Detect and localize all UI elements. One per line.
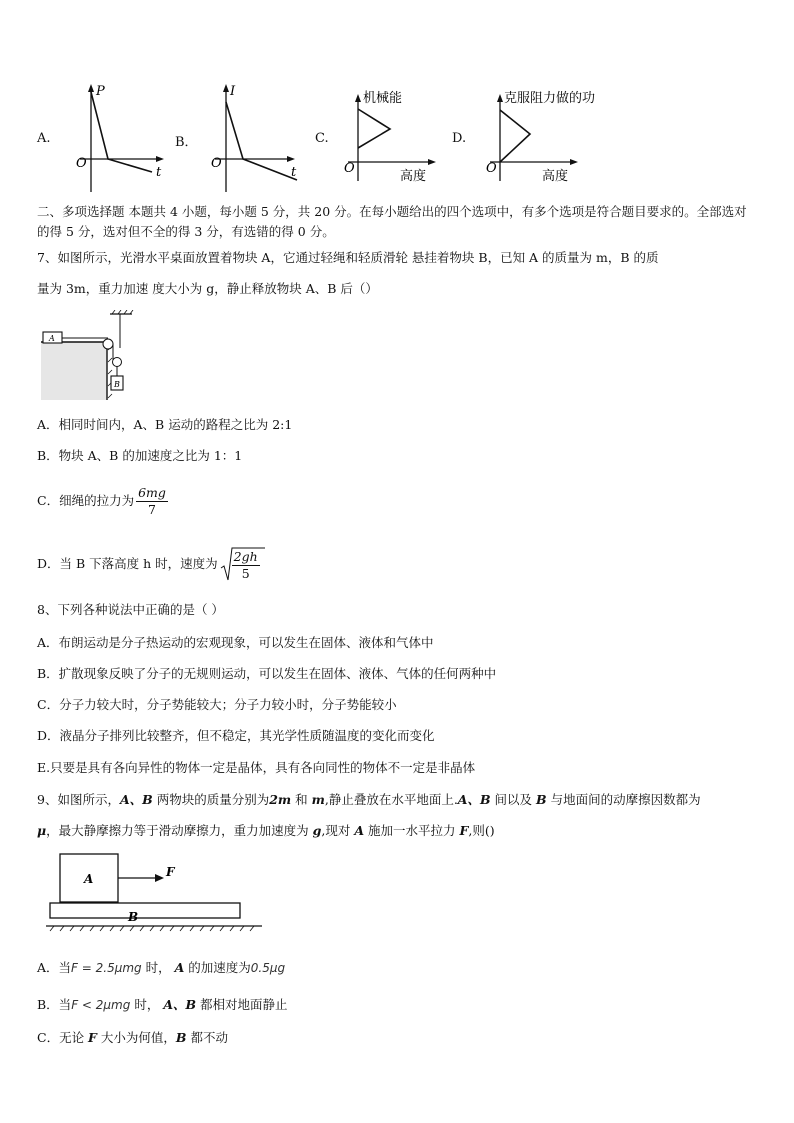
graph-b-xlabel: t [291, 165, 297, 180]
section-heading: 二、多项选择题 本题共 4 小题，每小题 5 分，共 20 分。在每小题给出的四个选项中，有多个选项是符合题目要求的。全部选对的得 5 分，选对但不全的得 3 分，有选错的得 0 分。 [37, 204, 747, 239]
ground-hatching [50, 926, 254, 931]
graph-c [338, 86, 448, 186]
q9-blocks-figure [44, 850, 264, 932]
q9-option-b: B．当F < 2μmg 时， A、B 都相对地面静止 [37, 997, 288, 1012]
q7-stem-line2: 量为 3m，重力加速 度大小为 g，静止释放物块 A、B 后（） [37, 281, 378, 296]
graph-c-xlabel: 高度 [400, 169, 427, 184]
graph-d-ylabel: 克服阻力做的功 [504, 91, 596, 106]
q9-block-b-label: B [128, 910, 139, 924]
q8-option-b: B．扩散现象反映了分子的无规则运动，可以发生在固体、液体、气体的任何两种中 [37, 666, 497, 681]
q8-option-a: A．布朗运动是分子热运动的宏观现象，可以发生在固体、液体和气体中 [37, 635, 434, 650]
graph-b-ylabel: I [230, 84, 236, 99]
graph-d [480, 86, 640, 186]
option-d-label: D. [452, 131, 467, 146]
graph-d-origin: O [486, 161, 497, 176]
q9-force-label: F [166, 865, 175, 879]
graph-d-xlabel: 高度 [542, 169, 569, 184]
graph-b-origin: O [211, 156, 222, 171]
q7-option-c-text: C．细绳的拉力为 [37, 493, 135, 508]
option-c-label: C. [315, 131, 329, 146]
q7-option-b: B．物块 A、B 的加速度之比为 1：1 [37, 448, 243, 463]
q7-option-d [37, 545, 260, 584]
option-a-label: A. [37, 131, 51, 146]
q7-option-c-fraction: $\frac{6mg}{7}$ [138, 485, 166, 517]
graph-b [205, 82, 305, 197]
q8-option-d: D．液晶分子排列比较整齐，但不稳定，其光学性质随温度的变化而变化 [37, 728, 435, 743]
graph-a-origin: O [76, 156, 87, 171]
q8-option-e: E.只要是具有各向异性的物体一定是晶体，具有各向同性的物体不一定是非晶体 [37, 760, 476, 775]
q7-option-c [37, 484, 168, 518]
graph-a-xlabel: t [156, 165, 162, 180]
q9-option-c: C．无论 F 大小为何值，B 都不动 [37, 1030, 228, 1045]
q9-block-a-label: A [84, 872, 94, 886]
q9-stem-line1: 9、如图所示，A、B 两物块的质量分别为2m 和 m,静止叠放在水平地面上.A、B 间以及 B 与地面间的动摩擦因数都为 [37, 792, 701, 807]
graph-a [70, 82, 170, 197]
q9-stem-line2: μ，最大静摩擦力等于滑动摩擦力，重力加速度为 g,现对 A 施加一水平拉力 F,则() [37, 823, 495, 838]
q8-option-c: C．分子力较大时，分子势能较大；分子力较小时，分子势能较小 [37, 697, 397, 712]
graph-a-ylabel: P [96, 84, 105, 99]
q7-option-a: A．相同时间内，A、B 运动的路程之比为 2:1 [37, 417, 293, 432]
option-b-label: B． [175, 135, 198, 150]
q7-block-a-label: A [49, 334, 55, 343]
q9-option-a: A．当F = 2.5μmg 时， A 的加速度为0.5μg [37, 960, 286, 975]
graph-c-origin: O [344, 161, 355, 176]
q7-option-d-sqrt: $\frac{2gh}{5}$ [220, 546, 260, 584]
q8-stem: 8、下列各种说法中正确的是（ ） [37, 602, 224, 617]
q7-block-b-label: B [114, 380, 120, 389]
graph-c-ylabel: 机械能 [363, 91, 403, 106]
q7-option-d-text: D．当 B 下落高度 h 时，速度为 [37, 556, 218, 571]
q7-pulley-figure [40, 310, 140, 402]
q7-stem-line1: 7、如图所示，光滑水平桌面放置着物块 A，它通过轻绳和轻质滑轮 悬挂着物块 B，已知 A 的质量为 m，B 的质 [37, 250, 659, 265]
